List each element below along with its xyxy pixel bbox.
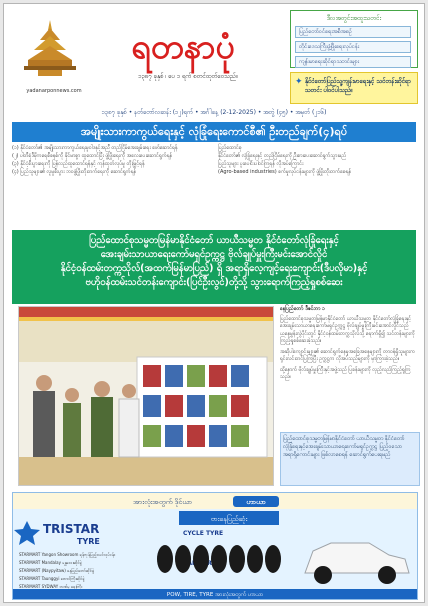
ad-contact-line: STARMART Yangon Showroom ရန်ကုန်ပြည့်ဝပင်လုပ်ငန်း	[19, 552, 115, 557]
promo-box	[290, 10, 418, 68]
news-photo	[18, 306, 274, 486]
article-dateline: နေပြည်တော် ဒီဇင်ဘာ ၁	[280, 306, 325, 312]
ad-contact-line: STARMART (Naypyitaw) နေပြည်တော်ဆိုင်ခွဲ	[19, 568, 95, 573]
issue-info: ၁၃၈၇ ခုနှစ် ၊ ပေ ၁ ရက် စတင်ထုတ်ဝေသည်။	[138, 73, 238, 80]
article-paragraph: ထို့နောက် ဗိုလ်ချုပ်မှူးကြီးနှင့်အဖွဲ့သည် ပြခန်းများကို လှည့်လည်ကြည့်ရှုကြသည်။	[280, 366, 411, 380]
objective-line: (၃) နိုင်ငံ့စီးပွားရေးကို ပြန်လည်ထူထောင်ရန်နှင့် ကုန်ထုတ်လုပ်မှု တိုးမြှင့်ရန်	[12, 161, 145, 167]
tyre-advertisement[interactable]	[12, 492, 418, 600]
objective-line: ပြည်ထောင်စု	[218, 145, 242, 151]
objective-line: ပြည်သူများ ပူးပေါင်းပါဝင်ကြရန် လိုအပ်ကြောင်း	[218, 161, 304, 167]
promo-title: ဒီလအတွင်းအထူးသတင်း	[326, 15, 382, 22]
ad-contact-line: STARMART SYDWAY ဘဏ်မှ ရေးကြီး	[19, 584, 83, 589]
promo-item[interactable]: ပြည်တော်ဝင်ရေးအစီအစဉ်	[295, 26, 411, 38]
objective-line: နိုင်ငံတော်၏ လုံခြုံရေးနှင့် တည်ငြိမ်ရေးကို ဦးစားပေးဆောင်ရွက်သွားမည်	[218, 153, 347, 159]
pagoda-emblem-icon	[22, 18, 78, 80]
tyre-icon	[247, 545, 263, 573]
tyre-icon	[229, 545, 245, 573]
quote-callout: ပြည်ထောင်စုသမ္မတမြန်မာနိုင်ငံတော် ယာယီသမ္မတ နိုင်ငံတော်လုံခြုံရေးနှင့်အေးချမ်းသာယာရေးကော်မရှင်ဥက္ကဋ္ဌ ပြည့်ဝသော အရာရှိကောင်းများ ဖြစ်လာစေရန် ဆောင်ရွက်ပေးရမည်	[280, 432, 420, 486]
main-headline-line: ပြည်ထောင်စုသမ္မတမြန်မာနိုင်ငံတော် ယာယီသမ္မတ နိုင်ငံတော်လုံခြုံရေးနှင့်	[89, 235, 339, 246]
headline-banner: အမျိုးသားကာကွယ်ရေးနှင့် လုံခြုံရေးကောင်စီ၏ ဦးတည်ချက်(၄)ရပ်	[12, 122, 416, 142]
objective-line: (၁) နိုင်ငံတော်၏ အမျိုးသားကာကွယ်ရေးမူဝါဒနှင့်အညီ တည်ငြိမ်အေးချမ်းရေး ဖော်ဆောင်ရန်	[12, 145, 178, 151]
ad-cycle-tyre-label: CYCLE TYRE	[183, 530, 224, 537]
star-icon: ✦	[295, 77, 303, 87]
main-headline-line: ဗဟိုဝန်ထမ်းသင်တန်းကျောင်း(ပြင်ဦးလွင်)တို့သို့ သွားရောက်ကြည့်ရှုစစ်ဆေး	[85, 277, 343, 288]
main-headline-line: နိုင်ငံ့ဝန်ထမ်းတက္ကသိုလ်(အထက်မြန်မာပြည်) ရှိ အရာရှိလေ့ကျင့်ရေးကျောင်း(ဒီပလိုမာ)နှင့်	[60, 263, 368, 274]
main-headline-line: အေးချမ်းသာယာရေးကော်မရှင်ဥက္ကဋ္ဌ ဗိုလ်ချုပ်မှူးကြီးမင်းအောင်လှိုင်	[100, 249, 328, 260]
article-body	[280, 306, 416, 428]
car-wheel-icon	[378, 566, 396, 584]
teaser-text: နိုင်ငံတော်ပြည်သူ့ကျန်းမာရေးနှင့် သင်တန်းဆိုင်ရာသတင်း ပါဝင်ပါသည်။	[305, 78, 412, 94]
tyre-icon	[157, 545, 173, 573]
website-label: yadanarponnews.com	[26, 88, 82, 94]
ad-brand-logo: ဟာယာ	[246, 498, 266, 506]
ad-contact-line: STARMART Taunggyi တောင်ကြီးဆိုင်ခွဲ	[19, 576, 85, 581]
objectives-left-column	[12, 144, 208, 176]
newspaper-page	[3, 3, 425, 603]
tyre-icon	[175, 545, 191, 573]
promo-item[interactable]: တိုင်းဒေသကြီးဖွံ့ဖြိုးရေးလုပ်ငန်း	[295, 41, 411, 53]
objectives-columns	[12, 144, 416, 222]
promo-list	[295, 26, 417, 68]
article-paragraph: အဆိုပါကျောင်းများ၏ ဆောင်ရွက်နေမှုအခြေအနေများကို တာဝန်ရှိသူများက ရှင်းလင်းတင်ပြကြပြီး ဥက္ကဋ္ဌက လိုအပ်သည်များကို မှာကြားခဲ့သည်။	[280, 348, 416, 362]
objectives-right-column	[218, 144, 414, 176]
car-wheel-icon	[314, 566, 332, 584]
ad-brand-sub: TYRE	[77, 537, 100, 546]
promo-item[interactable]: ကျန်းမာရေးဆိုင်ရာသတင်းများ	[295, 56, 411, 68]
tyre-icon	[211, 545, 227, 573]
article-paragraph: ပြည်ထောင်စုသမ္မတမြန်မာနိုင်ငံတော် ယာယီသမ္မတ နိုင်ငံတော်လုံခြုံရေးနှင့်အေးချမ်းသာယာရေးကော်မရှင်ဥက္ကဋ္ဌ ဗိုလ်ချုပ်မှူးကြီးမင်းအောင်လှိုင်သည် ယနေ့မွန်းလွဲပိုင်းတွင် နိုင်ငံ့ဝန်ထမ်းတက္ကသိုလ်သို့ ရောက်ရှိ၍ သင်တန်းများကို ကြည့်ရှုစစ်ဆေးခဲ့သည်။	[280, 315, 415, 344]
tyre-icon	[193, 545, 209, 573]
objective-line: (၂) ပါတီစုံဒီမိုကရေစီစနစ်ကို ခိုင်မာစွာ ထူထောင်ပြီး ဖွံ့ဖြိုးရေးကို အလေးပေးဆောင်ရွက်ရန်	[12, 153, 173, 159]
objective-line: (၄) ပြည်သူများ၏ လူမှုစီးပွား ဘဝဖွံ့ဖြိုးတိုးတက်ရေးကို ဆောင်ရွက်ရန်	[12, 169, 137, 175]
objective-line: (Agro-based industries) စက်မှုလုပ်ငန်းများကို ဖွံ့ဖြိုးတိုးတက်စေရန်	[218, 169, 352, 175]
newspaper-title: ရတနာပုံ	[131, 27, 235, 67]
masthead	[4, 4, 424, 116]
ad-contact-line: STARMART Mandalay မန္တလေးဆိုင်ခွဲ	[19, 560, 82, 565]
ad-banner-label: ဗားနေပြည်ဆုံး	[210, 515, 248, 523]
ad-brand-name: TRISTAR	[43, 522, 100, 536]
ad-sponsor-label: အားလုံးအတွက် ဒိုင်ယာ	[133, 498, 192, 506]
dateline: ၁၃၈၇ ခုနှစ် • နတ်တော်လဆန်း (၁၂)ရက် • အင်္ဂါနေ့ (2-12-2025) • အတွဲ (၄၅) • အမှတ် (၂၁၆)	[101, 109, 327, 116]
teaser-box[interactable]	[290, 72, 418, 104]
ad-footer-text: POW, TIRE, TYRE အားလုံးအတွက် ဟာယာ	[166, 592, 264, 598]
main-headline	[12, 230, 416, 304]
tyre-icon	[265, 545, 281, 573]
